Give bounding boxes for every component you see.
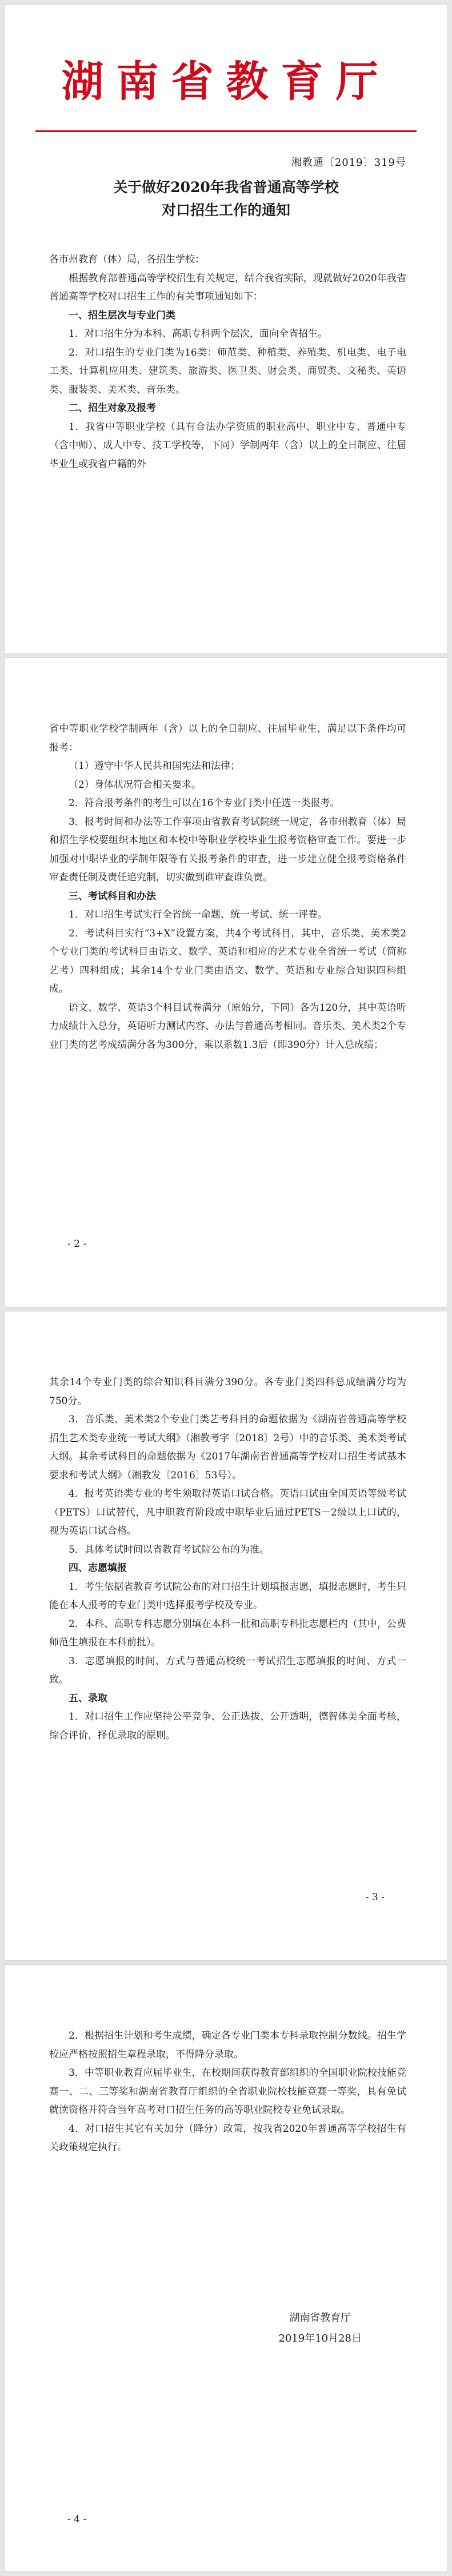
paragraph: 3．音乐类、美术类2个专业门类艺考科目的命题依据为《湖南省普通高等学校招生艺术类专业统一考试大纲》（湘教考字〔2018〕2号）中的音乐类、美术类考试大纲。其余考试科目的命题依据为《2017年湖南省普通高等学校对口招生考试基本要求和考试大纲》（湘教发〔2016〕53号）。 [49,1414,406,1481]
paragraph: 1．对口招生考试实行全省统一命题、统一考试、统一评卷。 [69,909,327,920]
page-2-body [49,720,406,1054]
paragraph: 3．志愿填报的时间、方式与普通高校统一考试招生志愿填报的时间、方式一致。 [49,1655,406,1685]
page-1-body [49,250,406,473]
title-line-2: 对口招生工作的通知 [161,202,290,218]
section-heading: 五、录取 [69,1692,107,1704]
document-page-4 [5,1965,447,2571]
list-item: （2）身体状况符合相关要求。 [69,779,201,791]
paragraph: 1．我省中等职业学校（具有合法办学资质的职业高中、职业中专、普通中专（含中师）、成人中专、技工学校等，下同）学制两年（含）以上的全日制应、往届毕业生或我省户籍的外 [49,421,406,470]
section-heading: 四、志愿填报 [69,1562,127,1574]
salutation: 各市州教育（体）局，各招生学校： [49,254,205,265]
paragraph: 2．对口招生的专业门类为16类：师范类、种植类、养殖类、机电类、电子电工类、计算机应用类、建筑类、旅游类、医卫类、财会类、商贸类、文秘类、英语类、服装类、美术类、音乐类。 [49,346,406,396]
page-number: - 2 - [67,1238,87,1250]
paragraph: 1．对口招生分为本科、高职专科两个层次，面向全省招生。 [69,328,327,340]
paragraph: 语文、数学、英语3个科目试卷满分（原始分，下同）各为120分，其中英语听力成绩计入总分，英语听力测试内容、办法与普通高考相同。音乐类、美术类2个专业门类的艺考成绩满分各为300分，乘以系数1.3后（即390分）计入总成绩； [49,1002,406,1051]
document-page-2 [5,658,447,1307]
document-number: 湘教通〔2019〕319号 [291,157,406,169]
list-item: （1）遵守中华人民共和国宪法和法律； [69,760,240,772]
paragraph: 根据教育部普通高等学校招生有关规定，结合我省实际，现就做好2020年我省普通高等学校对口招生工作的有关事项通知如下： [49,272,406,302]
section-heading: 二、招生对象及报考 [69,402,156,414]
paragraph: 省中等职业学校学制两年（含）以上的全日制应、往届毕业生，满足以下条件均可报考： [49,723,406,753]
paragraph: 其余14个专业门类的综合知识科目满分390分。各专业门类四科总成绩满分均为750分。 [49,1377,406,1407]
section-heading: 一、招生层次与专业门类 [69,309,175,321]
signature-org: 湖南省教育厅 [289,2312,351,2324]
paragraph: 1．考生依据省教育考试院公布的对口招生计划填报志愿，填报志愿时，考生只能在本人报考的专业门类中选择报考学校及专业。 [49,1581,406,1611]
document-header [5,45,447,130]
title-line-1: 关于做好2020年我省普通高等学校 [113,179,339,196]
paragraph: 2．考试科目实行“3+X”设置方案，共4个考试科目，其中，音乐类、美术类2个专业门类的考试科目由语文、数学、英语和相应的艺术专业全省统一考试（简称艺考）四科组成；其余14个专业门类由语文、数学、英语和专业综合知识四科组成。 [49,927,406,995]
signature-block [278,2308,362,2349]
paragraph: 2．根据招生计划和考生成绩，确定各专业门类本专科录取控制分数线。招生学校应严格按照招生章程录取，不得降分录取。 [49,2030,406,2060]
paragraph: 2．本科、高职专科志愿分别填在本科一批和高职专科批志愿栏内（其中，公费师范生填报在本科前批）。 [49,1618,406,1648]
page-3-body [49,1373,406,1745]
document-title [50,176,402,222]
paragraph: 3．报考时间和办法等工作事项由省教育考试院统一规定，各市州教育（体）局和招生学校要组织本地区和本校中等职业学校毕业生报考资格审查工作。要进一步加强对中职毕业的学制年限等有关报考条件的审查，进一步建立健全报考资格条件审查责任制及责任追究制，切实做到谁审查谁负责。 [49,816,406,883]
paragraph: 1．对口招生工作应坚持公平竞争、公正选拔、公开透明，德智体美全面考核，综合评价，择优录取的原则。 [49,1711,406,1741]
page-4-body [49,2027,406,2157]
issuing-authority-title: 湖南省教育厅 [61,57,391,106]
paragraph: 4．对口招生其它有关加分（降分）政策，按我省2020年普通高等学校招生有关政策规定执行。 [49,2123,406,2153]
document-page-1 [5,5,447,653]
section-heading: 三、考试科目和办法 [69,890,156,902]
paragraph: 3．中等职业教育应届毕业生，在校期间获得教育部组织的全国职业院校技能竞赛一、二、三等奖和湖南省教育厅组织的全省职业院校技能竞赛一等奖，具有免试就读资格并符合当年高考对口招生任务的高等职业院校专业免试录取。 [49,2067,406,2116]
page-number: - 3 - [365,1892,385,1903]
paragraph: 5．具体考试时间以省教育考试院公布的为准。 [69,1544,269,1556]
page-number: - 4 - [67,2514,87,2525]
paragraph: 4．报考英语类专业的考生须取得英语口试合格。英语口试由全国英语等级考试（PETS）口试替代，凡中职教育阶段或中职毕业后通过PETS－2级以上口试的，视为英语口试合格。 [49,1488,406,1537]
signature-date: 2019年10月28日 [278,2332,362,2344]
red-separator-line [35,130,417,132]
document-page-3 [5,1311,447,1960]
paragraph: 2．符合报考条件的考生可以在16个专业门类中任选一类报考。 [69,797,340,809]
